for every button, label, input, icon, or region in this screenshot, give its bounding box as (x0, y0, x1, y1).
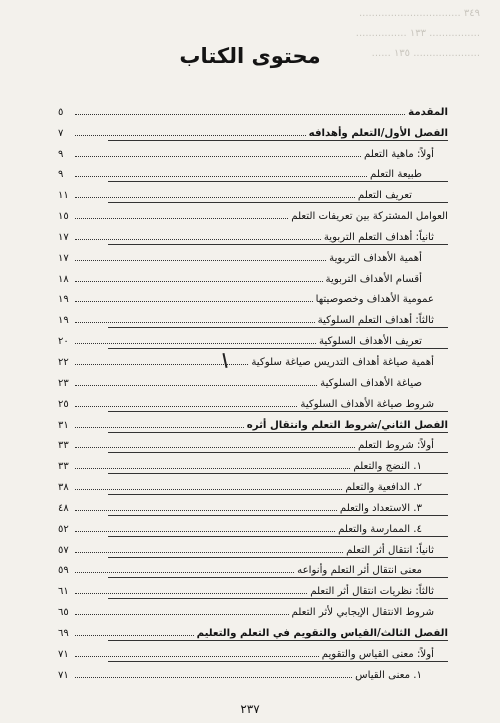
dot-leader (75, 385, 317, 386)
dot-leader (75, 156, 361, 157)
toc-entry-page: ١٩ (58, 315, 69, 327)
toc-entry-title: أولاً: شروط التعلم (357, 440, 434, 452)
toc-entry[interactable] (58, 641, 448, 662)
dot-leader (75, 489, 342, 490)
toc-entry-page: ١٩ (58, 294, 69, 306)
toc-entry-page: ٩ (58, 169, 64, 181)
toc-entry[interactable] (58, 307, 448, 328)
dot-leader (75, 218, 288, 219)
toc-entry[interactable] (58, 578, 448, 599)
toc-entry-page: ٦١ (58, 586, 69, 598)
dot-leader (75, 552, 343, 553)
toc-entry-page: ٣٨ (58, 482, 69, 494)
dot-leader (75, 447, 355, 448)
toc-entry-page: ١٥ (58, 211, 69, 223)
toc-entry-title: الفصل الثاني/شروط التعلم وانتقال أثره (246, 419, 448, 431)
dot-leader (75, 531, 335, 532)
toc-entry-page: ٣٣ (58, 461, 69, 473)
toc-entry[interactable] (58, 537, 448, 558)
toc-entry-title: أهمية الأهداف التربوية (329, 252, 422, 264)
toc-entry[interactable] (58, 99, 448, 120)
toc-entry-title: طبيعة التعلم (370, 169, 422, 181)
ghost-line: ٣٤٩ ................................ (358, 8, 480, 19)
toc-entry[interactable] (58, 433, 448, 454)
ghost-line: ................ ١٣٣ ................ (355, 28, 480, 39)
dot-leader (75, 635, 194, 636)
toc-entry-title: ثانياً: انتقال أثر التعلم (346, 544, 434, 556)
dot-leader (75, 572, 294, 573)
dot-leader (75, 427, 244, 428)
dot-leader (75, 322, 315, 323)
toc-entry-title: شروط صياغة الأهداف السلوكية (300, 398, 434, 410)
toc-entry[interactable] (58, 224, 448, 245)
toc-entry-page: ٢٢ (58, 356, 69, 368)
toc-entry[interactable] (58, 453, 448, 474)
toc-entry[interactable] (58, 162, 448, 183)
toc-entry[interactable] (58, 412, 448, 433)
dot-leader (75, 510, 337, 511)
toc-entry-title: ٣. الاستعداد والتعلم (339, 502, 422, 514)
toc-entry[interactable] (58, 599, 448, 620)
toc-entry-page: ٧١ (58, 669, 69, 681)
toc-entry[interactable] (58, 662, 448, 683)
dot-leader (75, 656, 319, 657)
toc-entry-page: ٣١ (58, 419, 69, 431)
dot-leader (75, 677, 352, 678)
toc-entry-title: معنى انتقال أثر التعلم وأنواعه (297, 565, 422, 577)
dot-leader (75, 197, 355, 198)
toc-entry[interactable] (58, 266, 448, 287)
toc-entry-page: ٥٧ (58, 544, 69, 556)
toc-entry-title: أقسام الأهداف التربوية (325, 273, 422, 285)
toc-entry-title: أولاً: معنى القياس والتقويم (321, 648, 434, 660)
toc-entry-title: المقدمة (408, 106, 448, 118)
toc-entry-title: ثالثاً: أهداف التعلم السلوكية (317, 315, 434, 327)
toc-entry-page: ٥ (58, 106, 64, 118)
toc-entry-page: ٢٥ (58, 398, 69, 410)
page-number: ٢٣٧ (240, 702, 260, 716)
toc-entry-title: تعريف التعلم (357, 190, 412, 202)
toc-entry-page: ١٨ (58, 273, 69, 285)
toc-entry[interactable] (58, 182, 448, 203)
toc-entry[interactable] (58, 558, 448, 579)
table-of-contents (58, 99, 448, 683)
toc-entry-page: ١١ (58, 190, 69, 202)
toc-entry-title: ٢. الدافعية والتعلم (345, 482, 422, 494)
toc-entry[interactable] (58, 620, 448, 641)
toc-entry-page: ٦٩ (58, 627, 69, 639)
toc-entry-page: ٥٢ (58, 523, 69, 535)
page-title: محتوى الكتاب (179, 44, 321, 68)
toc-entry-page: ٥٩ (58, 565, 69, 577)
dot-leader (75, 281, 323, 282)
toc-entry-title: ثانياً: أهداف التعلم التربوية (323, 231, 434, 243)
dot-leader (75, 468, 350, 469)
toc-entry-title: شروط الانتقال الإيجابي لأثر التعلم (291, 607, 434, 619)
dot-leader (75, 239, 321, 240)
toc-entry[interactable] (58, 120, 448, 141)
ghost-line: ..................... ١٣٥ ...... (371, 48, 480, 59)
toc-entry[interactable] (58, 495, 448, 516)
toc-entry-title: ثالثاً: نظريات انتقال أثر التعلم (310, 586, 434, 598)
toc-entry-page: ٣٣ (58, 440, 69, 452)
dot-leader (75, 176, 367, 177)
toc-entry-title: الفصل الأول/التعلم وأهدافه (308, 127, 448, 139)
toc-entry[interactable] (58, 203, 448, 224)
dot-leader (75, 301, 313, 302)
dot-leader (75, 614, 289, 615)
toc-entry-title: عمومية الأهداف وخصوصيتها (315, 294, 434, 306)
toc-entry[interactable] (58, 328, 448, 349)
toc-entry[interactable] (58, 349, 448, 370)
dot-leader (75, 593, 307, 594)
toc-entry-title: ٤. الممارسة والتعلم (338, 523, 422, 535)
toc-entry[interactable] (58, 370, 448, 391)
toc-entry-page: ٦٥ (58, 607, 69, 619)
toc-entry-page: ٧ (58, 127, 64, 139)
toc-entry-page: ٢٣ (58, 377, 69, 389)
dot-leader (75, 114, 405, 115)
toc-entry[interactable] (58, 516, 448, 537)
toc-entry-title: الفصل الثالث/القياس والتقويم في التعلم والتعليم (196, 627, 448, 639)
dot-leader (75, 343, 316, 344)
toc-entry[interactable] (58, 474, 448, 495)
toc-entry-page: ٢٠ (58, 336, 69, 348)
dot-leader (75, 135, 306, 136)
toc-entry-page: ١٧ (58, 252, 69, 264)
toc-entry[interactable] (58, 245, 448, 266)
toc-entry-page: ٩ (58, 148, 64, 160)
toc-entry-page: ١٧ (58, 231, 69, 243)
dot-leader (75, 406, 297, 407)
toc-entry-page: ٧١ (58, 648, 69, 660)
toc-entry[interactable] (58, 141, 448, 162)
toc-entry-title: العوامل المشتركة بين تعريفات التعلم (291, 211, 448, 223)
toc-entry-title: صياغة الأهداف السلوكية (320, 377, 422, 389)
toc-entry[interactable] (58, 391, 448, 412)
toc-entry-title: تعريف الأهداف السلوكية (318, 336, 422, 348)
toc-entry-title: ١. معنى القياس (355, 669, 422, 681)
toc-entry[interactable] (58, 287, 448, 308)
toc-entry-page: ٤٨ (58, 502, 69, 514)
toc-entry-title: ١. النضج والتعلم (353, 461, 422, 473)
dot-leader (75, 364, 248, 365)
toc-entry-title: أولاً: ماهية التعلم (363, 148, 434, 160)
dot-leader (75, 260, 326, 261)
toc-entry-title: أهمية صياغة أهداف التدريس صياغة سلوكية (251, 356, 434, 368)
